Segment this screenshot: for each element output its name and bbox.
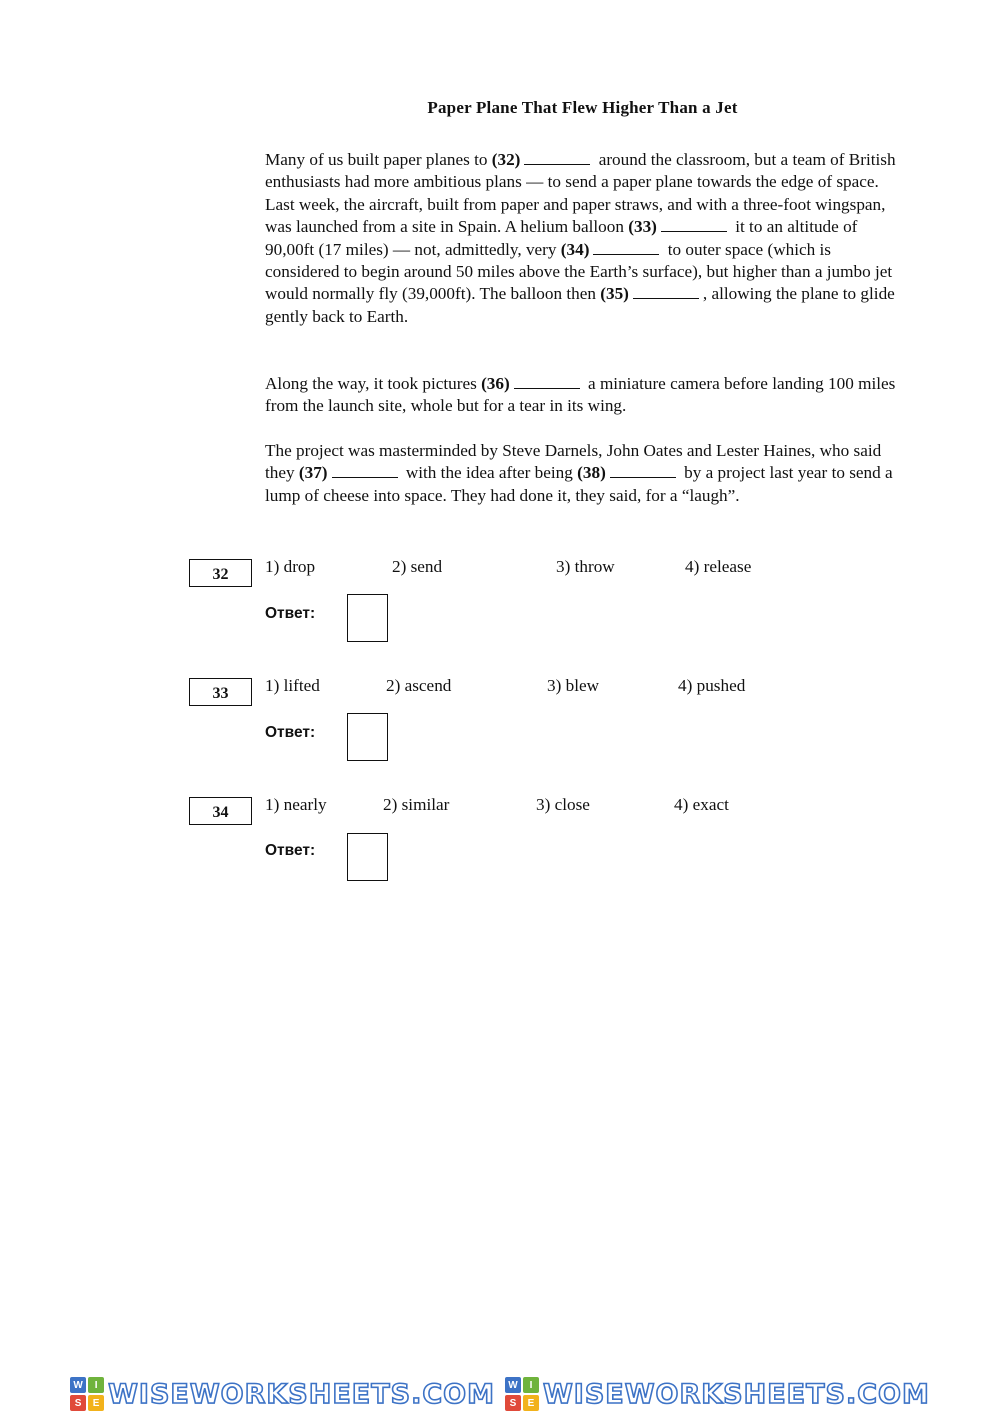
logo-letter: S: [70, 1395, 86, 1411]
logo-letter: S: [505, 1395, 521, 1411]
option-2: 2) ascend: [386, 676, 452, 695]
logo-letter: W: [70, 1377, 86, 1393]
question-34: [0, 795, 1000, 885]
answer-label: Ответ:: [265, 605, 316, 622]
worksheet-title: Paper Plane That Flew Higher Than a Jet: [427, 98, 738, 117]
option-4: 4) exact: [674, 795, 729, 814]
option-2: 2) send: [392, 557, 443, 576]
gap-blank-37: [332, 462, 398, 478]
gap-blank-33: [661, 216, 727, 232]
gap-blank-34: [593, 239, 659, 255]
brand-text: WISEWORKSHEETS.COM: [108, 1378, 495, 1410]
answer-label: Ответ:: [265, 724, 316, 741]
gap-number-35: (35): [600, 284, 629, 304]
option-4: 4) release: [685, 557, 752, 576]
answer-input-box[interactable]: [347, 833, 388, 881]
watermark-logo: [70, 1377, 495, 1411]
question-33: [0, 676, 1000, 766]
answer-input-box[interactable]: [347, 594, 388, 642]
question-32: [0, 557, 1000, 647]
gap-number-36: (36): [481, 374, 510, 393]
gap-number-32: (32): [491, 150, 521, 169]
gap-number-38: (38): [577, 463, 606, 483]
gap-number-34: (34): [560, 239, 590, 259]
answer-input-box[interactable]: [347, 713, 388, 761]
passage-paragraph-1: Many of us built paper planes to (32) around the classroom, but a team of British enthusiasts had more ambitious plans — to send a paper plane towards the edge of space. Last week, the aircraft, built from paper and paper straws, and with a three-foot wingspan, was launched from a site in Spain. A helium balloon (33) it to an altitude of 90,00ft (17 miles) — not, admittedly, very (34) to outer space (which is considered to begin around 50 miles above the Earth’s surface), but higher than a jumbo jet would normally fly (39,000ft). The balloon then (35) , allowing the plane to glide gently back to Earth.: [265, 150, 896, 326]
answer-label: Ответ:: [265, 842, 316, 859]
option-3: 3) throw: [556, 557, 615, 576]
option-1: 1) drop: [265, 557, 316, 576]
logo-letter: I: [88, 1377, 104, 1393]
option-2: 2) similar: [383, 795, 450, 814]
wiseworksheets-watermark: [0, 1375, 1000, 1413]
question-number-box: 33: [189, 678, 252, 706]
gap-blank-36: [514, 373, 580, 389]
watermark-logo: [505, 1377, 930, 1411]
gap-blank-38: [610, 462, 676, 478]
option-3: 3) blew: [547, 676, 600, 695]
question-number-box: 34: [189, 797, 252, 825]
question-number-box: 32: [189, 559, 252, 587]
logo-letter: E: [88, 1395, 104, 1411]
logo-letter: E: [523, 1395, 539, 1411]
gap-blank-32: [524, 149, 590, 165]
logo-letter: I: [523, 1377, 539, 1393]
option-1: 1) nearly: [265, 795, 327, 814]
wise-logo-icon: [70, 1377, 104, 1411]
gap-number-37: (37): [298, 463, 328, 483]
gap-number-33: (33): [628, 217, 657, 237]
option-3: 3) close: [536, 795, 590, 814]
gap-blank-35: [633, 283, 699, 299]
passage-paragraph-3: The project was masterminded by Steve Darnels, John Oates and Lester Haines, who said they (37) with the idea after being (38) by a project last year to send a lump of cheese into space. They had done it, they said, for a “laugh”.: [265, 441, 893, 505]
passage-paragraph-2: Along the way, it took pictures (36) a miniature camera before landing 100 miles from the launch site, whole but for a tear in its wing.: [265, 374, 896, 416]
logo-letter: W: [505, 1377, 521, 1393]
option-4: 4) pushed: [678, 676, 746, 695]
wise-logo-icon: [505, 1377, 539, 1411]
brand-text: WISEWORKSHEETS.COM: [543, 1378, 930, 1410]
option-1: 1) lifted: [265, 676, 320, 695]
